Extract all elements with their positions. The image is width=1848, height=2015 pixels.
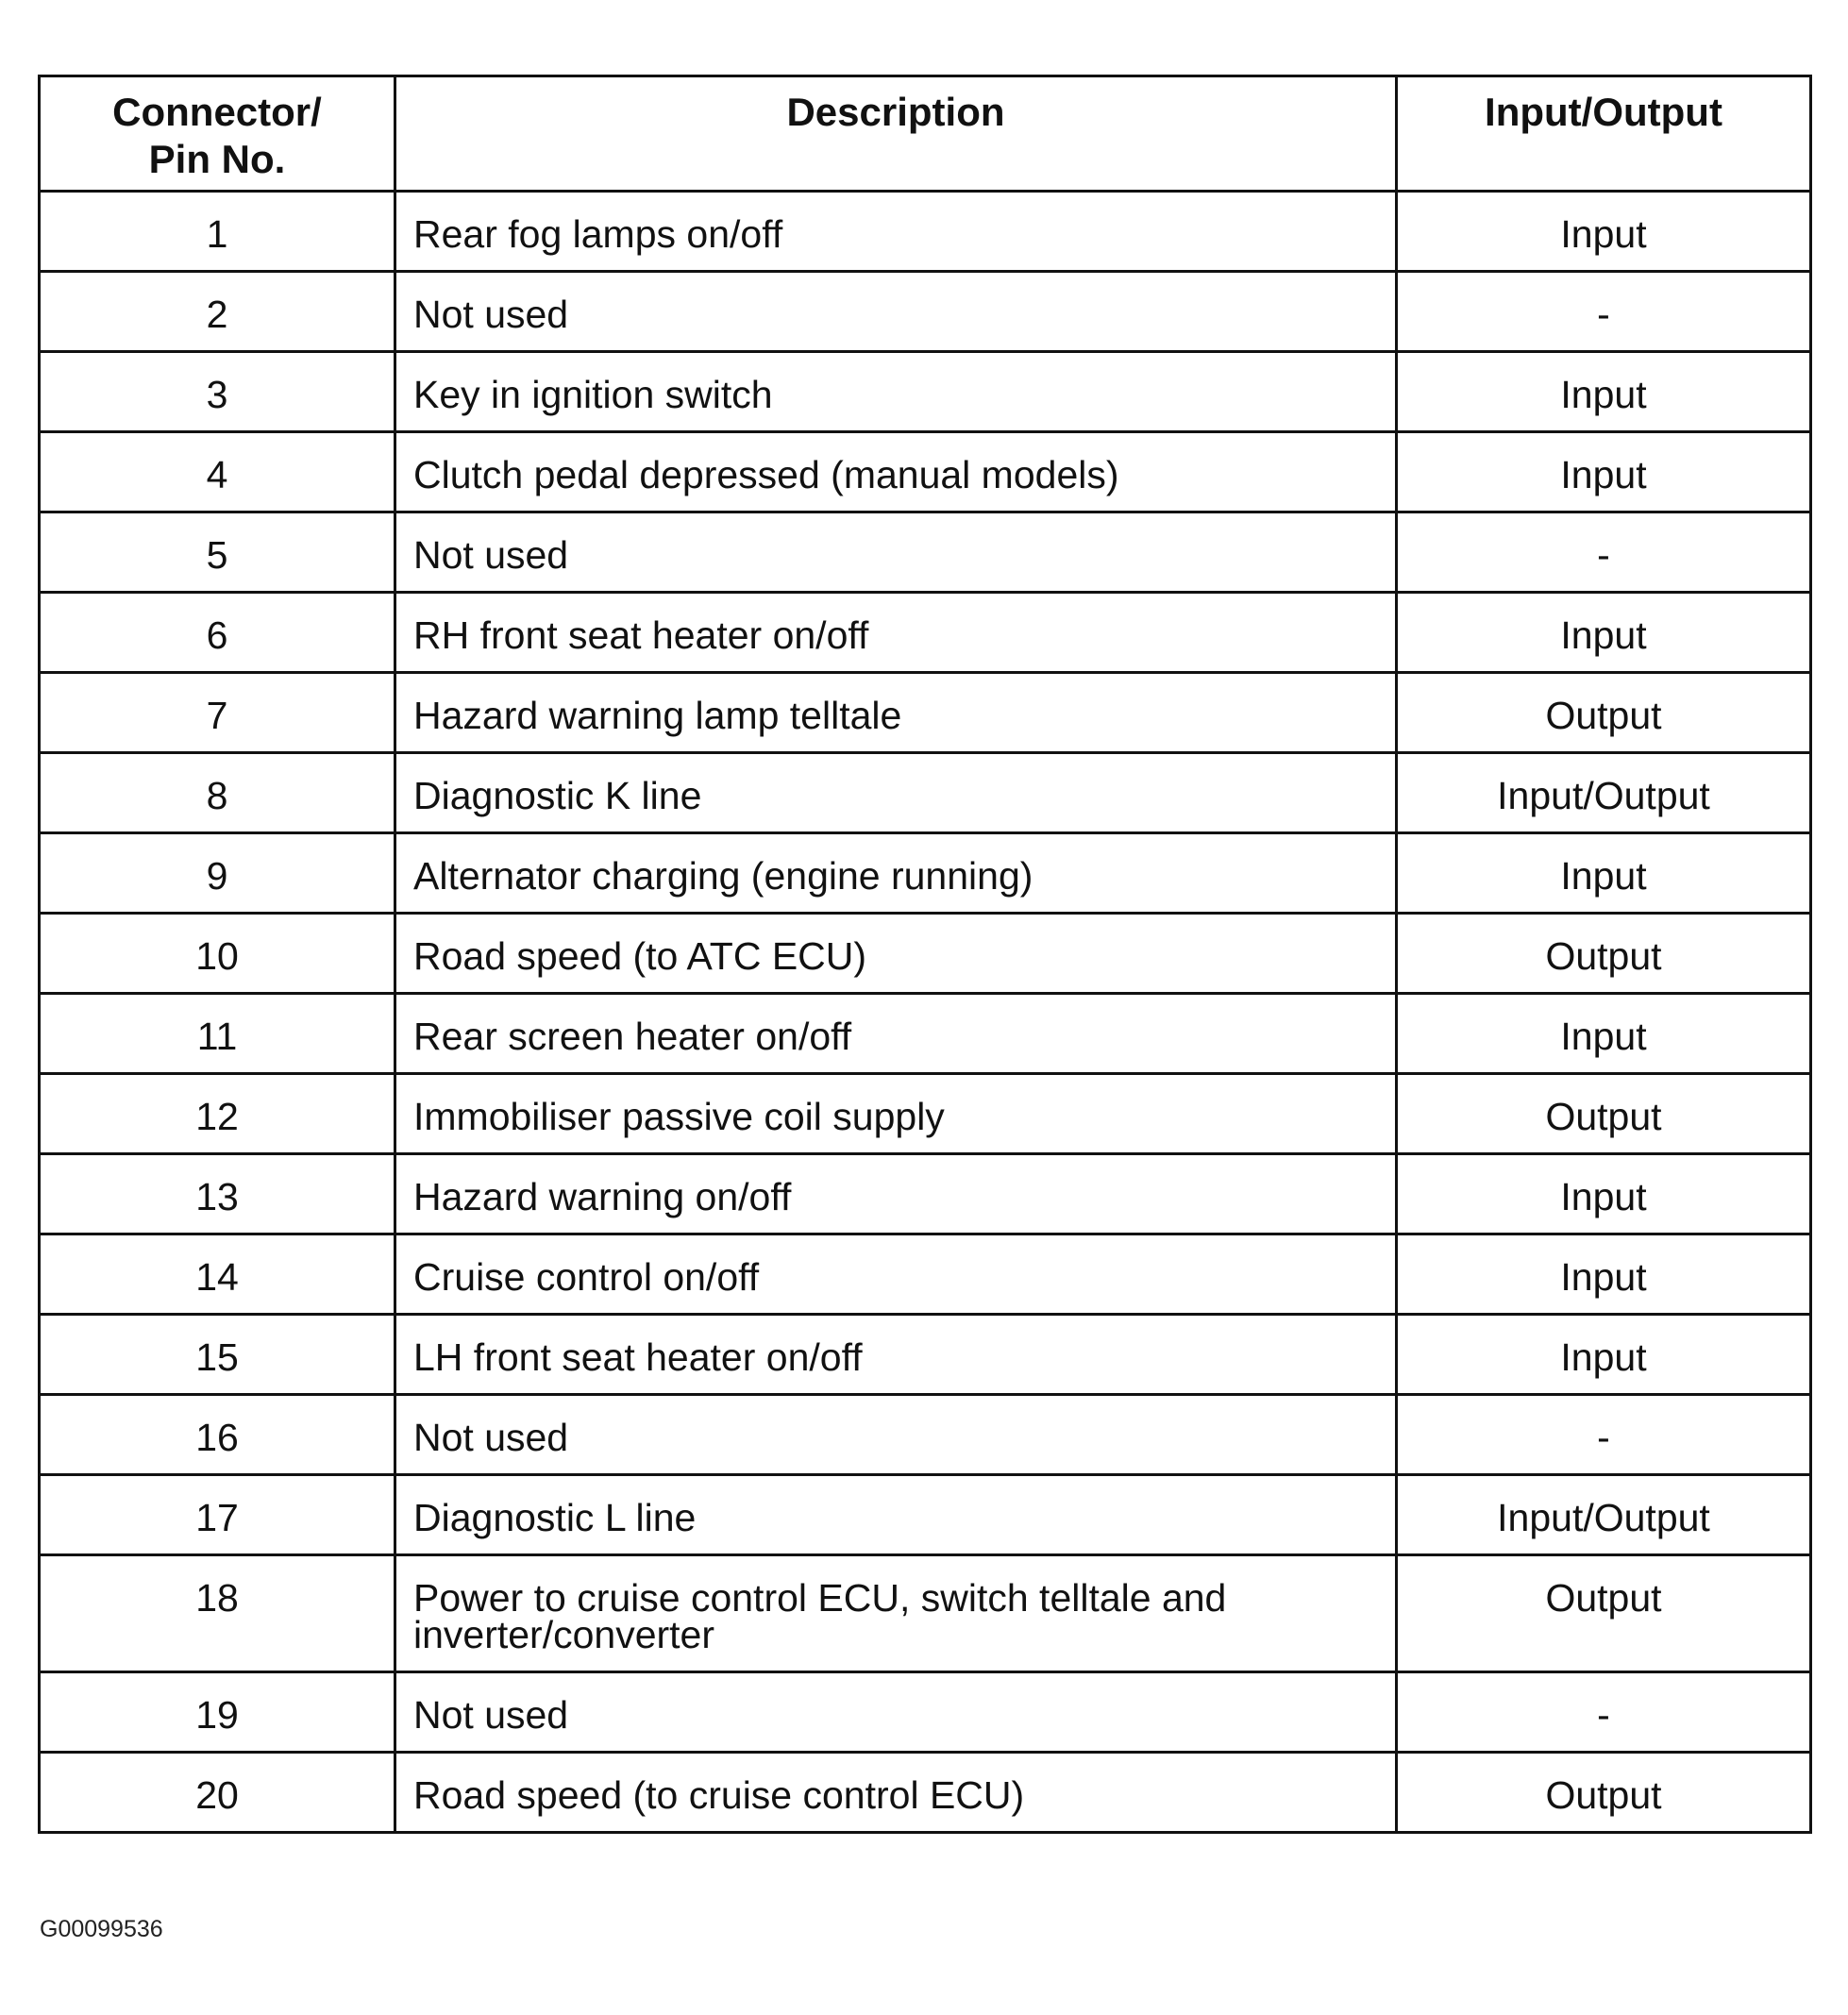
cell-description: Road speed (to ATC ECU) [395, 914, 1397, 994]
cell-input-output: Input [1397, 352, 1811, 432]
cell-description: LH front seat heater on/off [395, 1315, 1397, 1395]
cell-pin-number: 15 [40, 1315, 395, 1395]
cell-pin-number: 17 [40, 1475, 395, 1555]
header-input-output: Input/Output [1397, 76, 1811, 192]
cell-input-output: Input [1397, 593, 1811, 673]
header-pin-number: Connector/ Pin No. [40, 76, 395, 192]
cell-input-output: Input [1397, 833, 1811, 914]
cell-pin-number: 20 [40, 1753, 395, 1833]
table-row [40, 593, 1811, 673]
cell-description: Alternator charging (engine running) [395, 833, 1397, 914]
table-row [40, 1315, 1811, 1395]
table-row [40, 352, 1811, 432]
cell-description: Not used [395, 1672, 1397, 1753]
table-header-row [40, 76, 1811, 192]
cell-pin-number: 13 [40, 1154, 395, 1234]
cell-input-output: - [1397, 1395, 1811, 1475]
table-row [40, 1074, 1811, 1154]
cell-pin-number: 2 [40, 272, 395, 352]
table-row [40, 753, 1811, 833]
cell-input-output: - [1397, 1672, 1811, 1753]
cell-input-output: Input [1397, 1154, 1811, 1234]
cell-input-output: Input/Output [1397, 1475, 1811, 1555]
header-description: Description [395, 76, 1397, 192]
cell-description: Hazard warning on/off [395, 1154, 1397, 1234]
cell-description: Power to cruise control ECU, switch telltale and inverter/converter [395, 1555, 1397, 1672]
cell-input-output: Input [1397, 432, 1811, 512]
cell-description: Cruise control on/off [395, 1234, 1397, 1315]
cell-pin-number: 16 [40, 1395, 395, 1475]
table-row [40, 1753, 1811, 1833]
cell-pin-number: 19 [40, 1672, 395, 1753]
cell-input-output: - [1397, 512, 1811, 593]
cell-pin-number: 11 [40, 994, 395, 1074]
table-row [40, 272, 1811, 352]
cell-pin-number: 7 [40, 673, 395, 753]
cell-description: Key in ignition switch [395, 352, 1397, 432]
table-row [40, 1672, 1811, 1753]
cell-input-output: Input [1397, 1234, 1811, 1315]
cell-pin-number: 3 [40, 352, 395, 432]
cell-input-output: Output [1397, 673, 1811, 753]
table-body [40, 192, 1811, 1833]
cell-input-output: Input/Output [1397, 753, 1811, 833]
table-row [40, 833, 1811, 914]
figure-id: G00099536 [40, 1916, 163, 1942]
table-row [40, 1234, 1811, 1315]
cell-input-output: Input [1397, 192, 1811, 272]
cell-description: RH front seat heater on/off [395, 593, 1397, 673]
cell-input-output: - [1397, 272, 1811, 352]
cell-description: Hazard warning lamp telltale [395, 673, 1397, 753]
cell-input-output: Output [1397, 1555, 1811, 1672]
cell-pin-number: 6 [40, 593, 395, 673]
cell-input-output: Input [1397, 1315, 1811, 1395]
cell-description: Road speed (to cruise control ECU) [395, 1753, 1397, 1833]
table-row [40, 192, 1811, 272]
connector-pin-table [38, 75, 1812, 1834]
cell-input-output: Output [1397, 914, 1811, 994]
cell-description: Diagnostic K line [395, 753, 1397, 833]
cell-pin-number: 9 [40, 833, 395, 914]
cell-pin-number: 5 [40, 512, 395, 593]
cell-input-output: Output [1397, 1753, 1811, 1833]
table-row [40, 1154, 1811, 1234]
cell-pin-number: 1 [40, 192, 395, 272]
cell-description: Diagnostic L line [395, 1475, 1397, 1555]
table-row [40, 432, 1811, 512]
table-row [40, 1475, 1811, 1555]
cell-pin-number: 10 [40, 914, 395, 994]
cell-pin-number: 4 [40, 432, 395, 512]
table-row [40, 914, 1811, 994]
cell-pin-number: 8 [40, 753, 395, 833]
cell-pin-number: 18 [40, 1555, 395, 1672]
table-row [40, 994, 1811, 1074]
cell-description: Clutch pedal depressed (manual models) [395, 432, 1397, 512]
cell-description: Not used [395, 512, 1397, 593]
cell-description: Not used [395, 272, 1397, 352]
cell-input-output: Input [1397, 994, 1811, 1074]
cell-description: Immobiliser passive coil supply [395, 1074, 1397, 1154]
table-row [40, 673, 1811, 753]
table-row [40, 512, 1811, 593]
cell-description: Not used [395, 1395, 1397, 1475]
table-row [40, 1555, 1811, 1672]
cell-input-output: Output [1397, 1074, 1811, 1154]
table-row [40, 1395, 1811, 1475]
cell-description: Rear fog lamps on/off [395, 192, 1397, 272]
cell-pin-number: 12 [40, 1074, 395, 1154]
cell-pin-number: 14 [40, 1234, 395, 1315]
cell-description: Rear screen heater on/off [395, 994, 1397, 1074]
